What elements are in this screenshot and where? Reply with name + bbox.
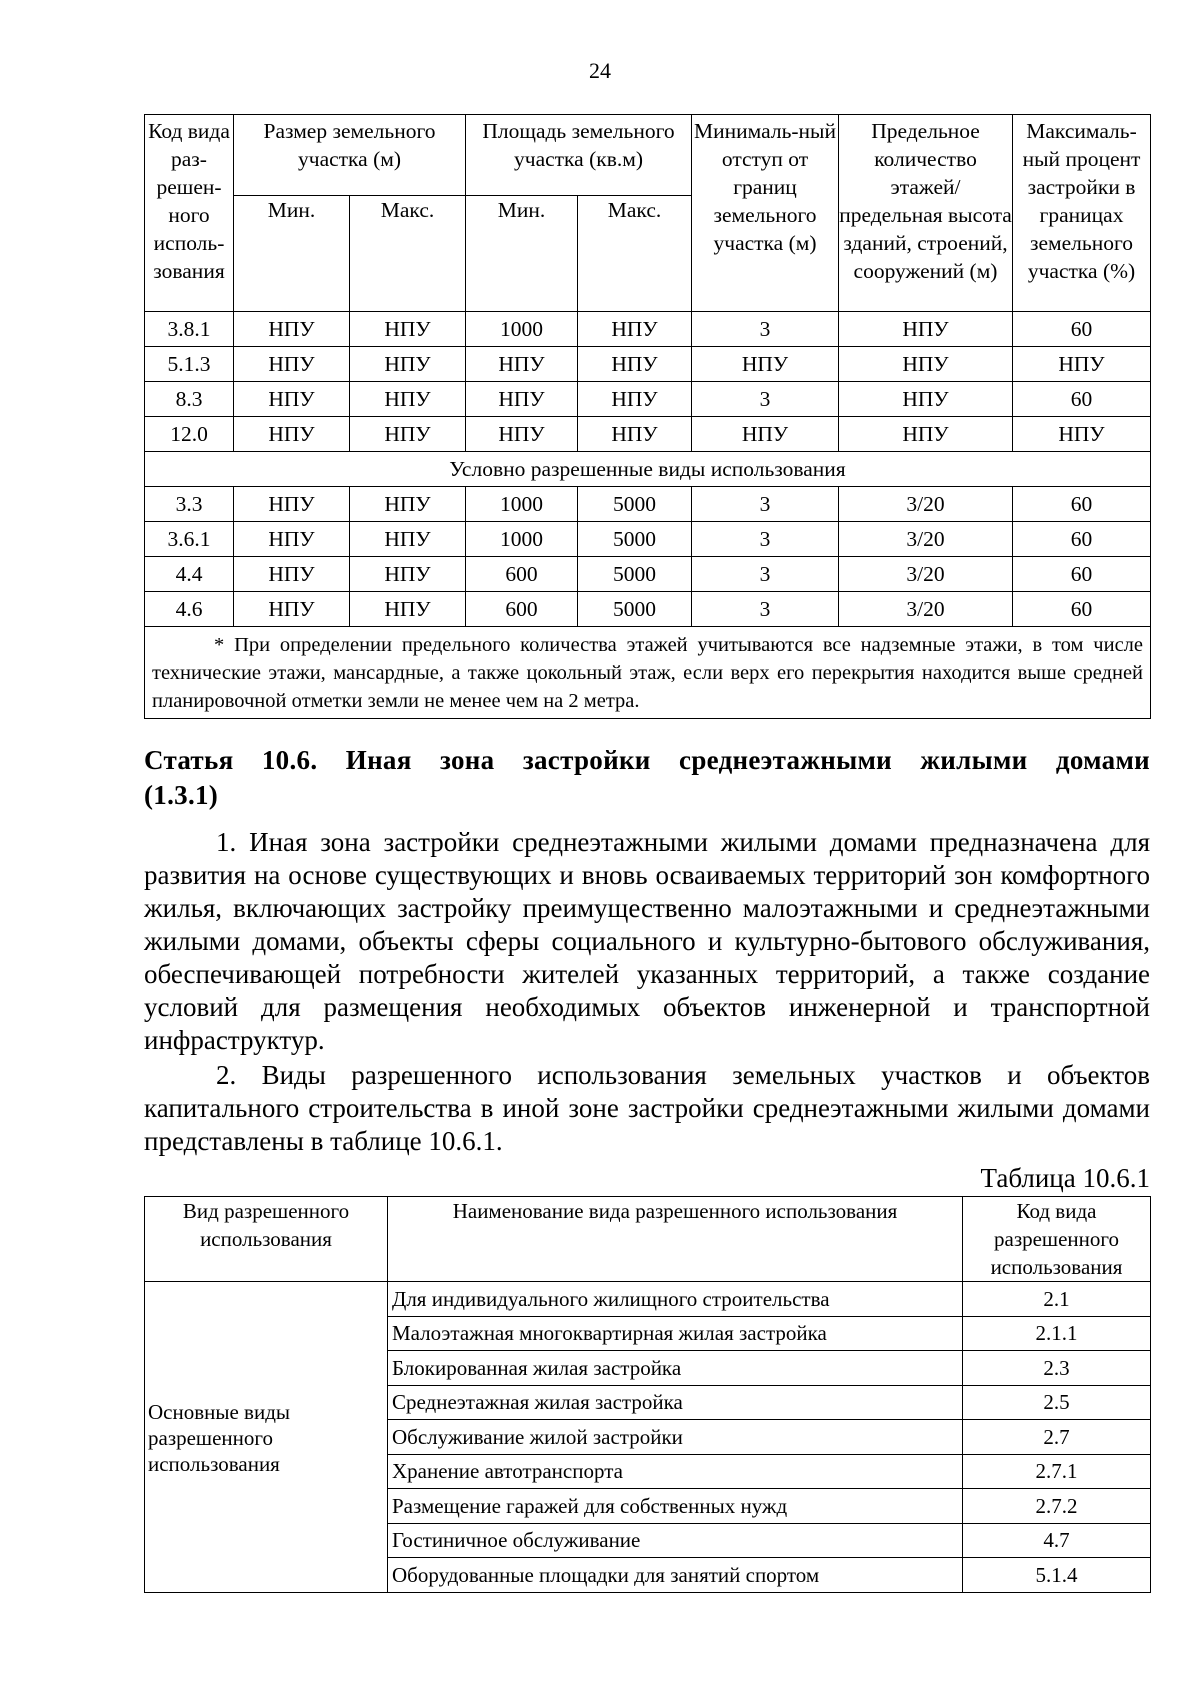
group-label: Основные виды разрешенного использования — [145, 1282, 388, 1593]
table-cell: 3.8.1 — [145, 312, 234, 347]
paragraph-1-text: 1. Иная зона застройки среднеэтажными жилыми домами предназначена для развития на основе существующих и вновь осваиваемых территорий зон комфортного жилья, включающих застройку преимущественно малоэтажными и среднеэтажными жилыми домами, объекты сферы социального и культурно-бытового обслуживания, обеспечивающей потребности жителей указанных территорий, а также создание условий для размещения необходимых объектов инженерной и транспортной инфраструктур. — [144, 827, 1150, 1055]
table-cell: НПУ — [234, 382, 350, 417]
article-heading-line1: Статья 10.6. Иная зона застройки среднеэтажными жилыми домами — [144, 745, 1150, 775]
table-cell: НПУ — [466, 417, 578, 452]
zoning-parameters-table — [144, 114, 1151, 719]
table-cell: 4.4 — [145, 557, 234, 592]
table-row — [145, 347, 1151, 382]
use-code-cell: 4.7 — [963, 1523, 1151, 1558]
table-cell: 5000 — [578, 522, 692, 557]
paragraph-2 — [144, 1059, 1150, 1158]
use-name-cell: Обслуживание жилой застройки — [388, 1420, 963, 1455]
table-cell: 8.3 — [145, 382, 234, 417]
paragraph-2-text: 2. Виды разрешенного использования земельных участков и объектов капитального строительства в иной зоне застройки среднеэтажными жилыми домами представлены в таблице 10.6.1. — [144, 1060, 1150, 1156]
table-cell: 3 — [692, 382, 839, 417]
use-code-cell: 2.7.1 — [963, 1454, 1151, 1489]
table-cell: 60 — [1013, 557, 1151, 592]
table-cell: 1000 — [466, 522, 578, 557]
table-cell: 5.1.3 — [145, 347, 234, 382]
page-number: 24 — [589, 58, 611, 83]
header-floors: Предельное количество этажей/ предельная высота зданий, строений, сооружений (м) — [839, 115, 1013, 312]
table-cell: 5000 — [578, 487, 692, 522]
use-name-cell: Гостиничное обслуживание — [388, 1523, 963, 1558]
table-cell: НПУ — [234, 347, 350, 382]
paragraph-1 — [144, 826, 1150, 1057]
table-cell: НПУ — [234, 487, 350, 522]
table-cell: 600 — [466, 557, 578, 592]
use-name-cell: Хранение автотранспорта — [388, 1454, 963, 1489]
header-percent: Максималь-ный процент застройки в границах земельного участка (%) — [1013, 115, 1151, 312]
table-cell: 1000 — [466, 487, 578, 522]
use-name-cell: Среднеэтажная жилая застройка — [388, 1385, 963, 1420]
table-cell: НПУ — [234, 592, 350, 627]
table-cell: 60 — [1013, 382, 1151, 417]
table-row — [145, 487, 1151, 522]
table-cell: 5000 — [578, 557, 692, 592]
table-cell: 3 — [692, 557, 839, 592]
table-cell: НПУ — [350, 557, 466, 592]
table-cell: 3/20 — [839, 592, 1013, 627]
table-cell: 600 — [466, 592, 578, 627]
table-cell: НПУ — [234, 557, 350, 592]
table-caption: Таблица 10.6.1 — [980, 1163, 1150, 1193]
table-row — [145, 1282, 1151, 1317]
header-use-name: Наименование вида разрешенного использования — [388, 1197, 963, 1282]
table-cell: НПУ — [466, 347, 578, 382]
header-setback: Минималь-ный отступ от границ земельного участка (м) — [692, 115, 839, 312]
table-cell: 4.6 — [145, 592, 234, 627]
table-cell: 3/20 — [839, 487, 1013, 522]
table-cell: 3 — [692, 312, 839, 347]
section-label: Условно разрешенные виды использования — [145, 452, 1151, 487]
table-cell: 60 — [1013, 312, 1151, 347]
article-heading-line2: (1.3.1) — [144, 780, 219, 810]
use-code-cell: 2.3 — [963, 1351, 1151, 1386]
use-code-cell: 2.1.1 — [963, 1316, 1151, 1351]
use-code-cell: 2.7.2 — [963, 1489, 1151, 1524]
table-cell: НПУ — [466, 382, 578, 417]
table-row — [145, 312, 1151, 347]
footnote — [145, 627, 1151, 719]
header-area-min: Мин. — [466, 196, 578, 312]
table-cell: НПУ — [350, 347, 466, 382]
table-cell: НПУ — [350, 312, 466, 347]
table-cell: НПУ — [578, 382, 692, 417]
table-row — [145, 522, 1151, 557]
header-code: Код вида раз-решен-ного исполь-зования — [145, 115, 234, 312]
table-cell: НПУ — [234, 312, 350, 347]
table-cell: НПУ — [1013, 347, 1151, 382]
table-cell: 12.0 — [145, 417, 234, 452]
use-code-cell: 2.1 — [963, 1282, 1151, 1317]
table-cell: НПУ — [1013, 417, 1151, 452]
table-cell: НПУ — [578, 312, 692, 347]
section-row — [145, 452, 1151, 487]
table-cell: НПУ — [350, 382, 466, 417]
use-name-cell: Для индивидуального жилищного строительства — [388, 1282, 963, 1317]
header-area-max: Макс. — [578, 196, 692, 312]
table-cell: НПУ — [578, 347, 692, 382]
table-cell: 3/20 — [839, 557, 1013, 592]
table-cell: НПУ — [350, 487, 466, 522]
table-cell: НПУ — [839, 417, 1013, 452]
table-cell: НПУ — [692, 347, 839, 382]
footnote-text: * При определении предельного количества этажей учитываются все надземные этажи, в том числе технические этажи, мансардные, а также цокольный этаж, если верх его перекрытия находится выше средней планировочной отметки земли не менее чем на 2 метра. — [152, 634, 1144, 712]
header-area: Площадь земельного участка (кв.м) — [466, 115, 692, 196]
footnote-row — [145, 627, 1151, 719]
header-use-code: Код вида разрешенного использования — [963, 1197, 1151, 1282]
table-cell: 3 — [692, 487, 839, 522]
table-cell: 3 — [692, 522, 839, 557]
table-cell: 60 — [1013, 592, 1151, 627]
table-cell: НПУ — [350, 522, 466, 557]
table-cell: 3.6.1 — [145, 522, 234, 557]
table-cell: 1000 — [466, 312, 578, 347]
table-cell: 5000 — [578, 592, 692, 627]
table-cell: НПУ — [839, 312, 1013, 347]
table-row — [145, 382, 1151, 417]
table-row — [145, 557, 1151, 592]
use-name-cell: Блокированная жилая застройка — [388, 1351, 963, 1386]
table-row — [145, 592, 1151, 627]
use-code-cell: 2.7 — [963, 1420, 1151, 1455]
table-cell: НПУ — [578, 417, 692, 452]
table-cell: 60 — [1013, 487, 1151, 522]
header-size: Размер земельного участка (м) — [234, 115, 466, 196]
table-cell: НПУ — [234, 522, 350, 557]
use-code-cell: 5.1.4 — [963, 1558, 1151, 1593]
table-cell: НПУ — [692, 417, 839, 452]
table-row — [145, 417, 1151, 452]
table-cell: 3.3 — [145, 487, 234, 522]
table-cell: НПУ — [839, 382, 1013, 417]
permitted-use-table — [144, 1196, 1151, 1593]
header-size-max: Макс. — [350, 196, 466, 312]
header-use-type: Вид разрешенного использования — [145, 1197, 388, 1282]
use-name-cell: Малоэтажная многоквартирная жилая застройка — [388, 1316, 963, 1351]
table-cell: НПУ — [234, 417, 350, 452]
use-name-cell: Оборудованные площадки для занятий спортом — [388, 1558, 963, 1593]
table-cell: НПУ — [839, 347, 1013, 382]
article-heading — [144, 743, 1150, 813]
use-code-cell: 2.5 — [963, 1385, 1151, 1420]
table-cell: 3/20 — [839, 522, 1013, 557]
table-cell: НПУ — [350, 592, 466, 627]
table-cell: 60 — [1013, 522, 1151, 557]
table-cell: 3 — [692, 592, 839, 627]
use-name-cell: Размещение гаражей для собственных нужд — [388, 1489, 963, 1524]
header-size-min: Мин. — [234, 196, 350, 312]
table-cell: НПУ — [350, 417, 466, 452]
